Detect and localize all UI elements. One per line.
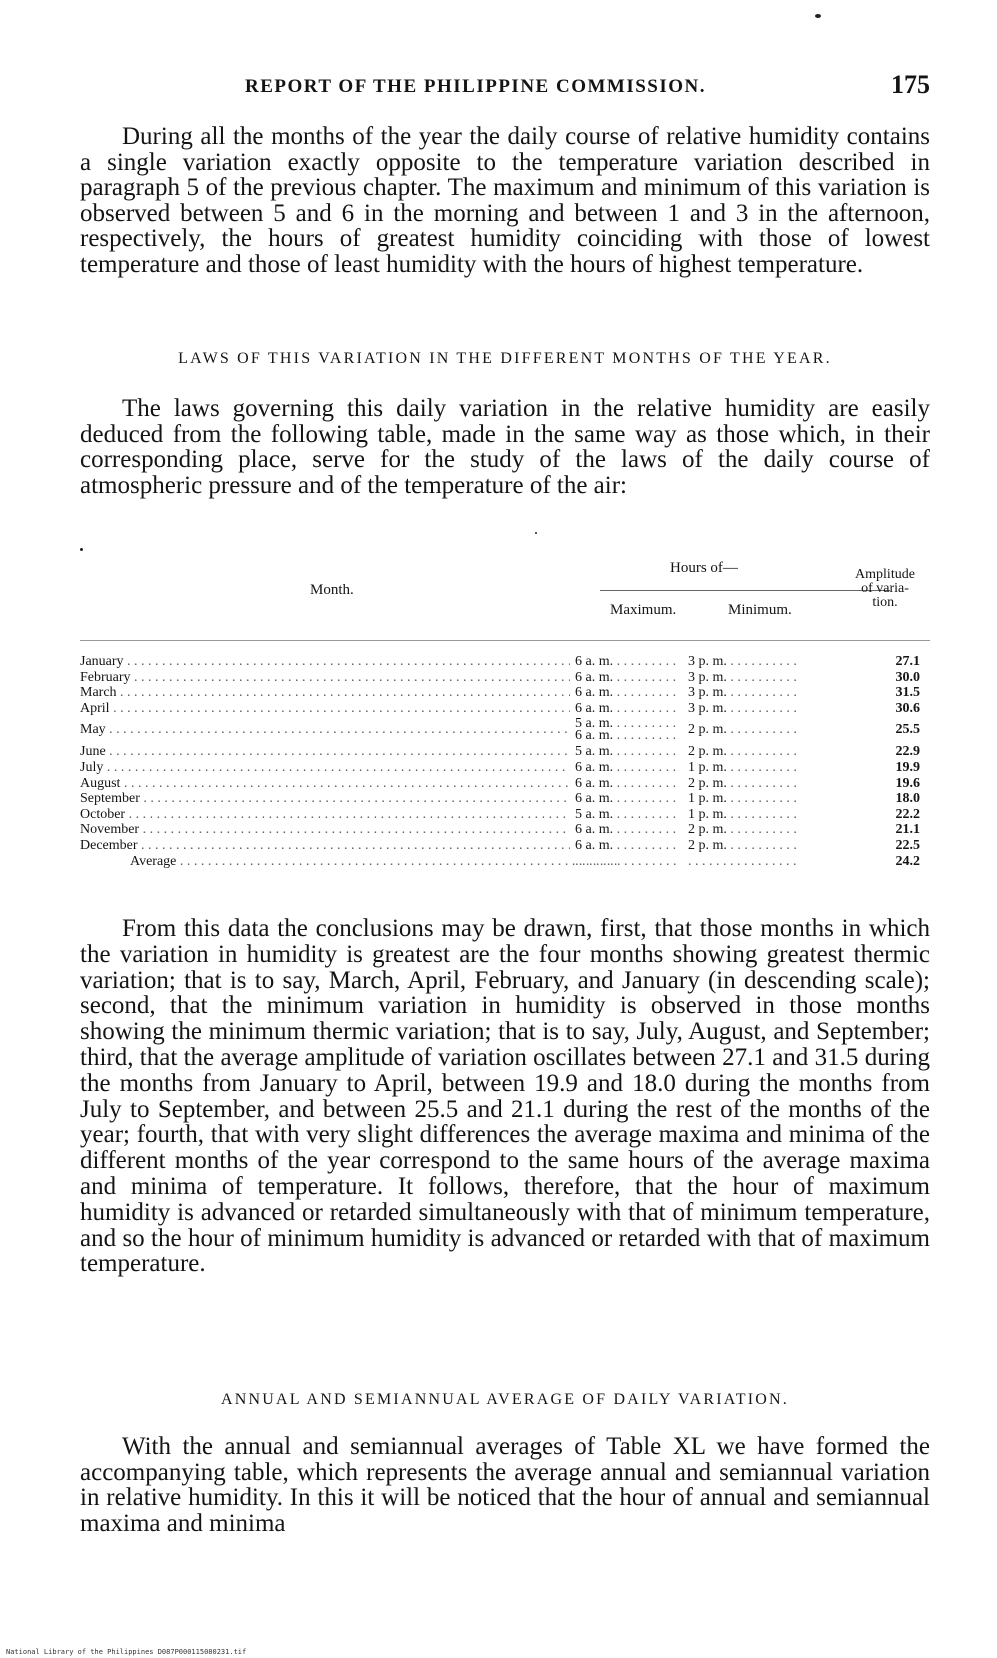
cell-month: September . . . bbox=[80, 791, 570, 807]
cell-minimum: 2 p. m. . . . bbox=[688, 744, 798, 760]
cell-amplitude: 22.5 bbox=[895, 837, 920, 853]
table-row bbox=[80, 822, 930, 838]
column-header-minimum: Minimum. bbox=[728, 602, 792, 618]
cell-amplitude: 19.9 bbox=[895, 759, 920, 775]
paragraph-humidity-course: During all the months of the year the daily course of relative humidity contains a single variation exactly opposite to the temperature variation described in paragraph 5 of the previous chapter. The maximum and minimum of this variation is observed between 5 and 6 in the morning and between 1 and 3 in the afternoon, respectively, the hours of greatest humidity coinciding with those of lowest temperature and those of least humidity with the hours of highest temperature. bbox=[80, 123, 930, 278]
column-header-maximum: Maximum. bbox=[610, 602, 677, 618]
cell-amplitude: 18.0 bbox=[895, 791, 920, 807]
cell-amplitude: 19.6 bbox=[895, 775, 920, 791]
page-header bbox=[80, 70, 930, 100]
cell-maximum bbox=[575, 854, 680, 870]
cell-minimum: 2 p. m. . . . bbox=[688, 822, 798, 838]
cell-maximum: 6 a. m. . . . bbox=[575, 776, 680, 792]
cell-amplitude: 21.1 bbox=[895, 822, 920, 838]
cell-minimum bbox=[688, 854, 798, 870]
cell-month: June . . . bbox=[80, 744, 570, 760]
cell-maximum: 6 a. m. . . . bbox=[575, 791, 680, 807]
cell-minimum: 1 p. m. . . . bbox=[688, 760, 798, 776]
cell-amplitude: 27.1 bbox=[895, 654, 920, 669]
table-row bbox=[80, 716, 930, 744]
table-row bbox=[80, 701, 930, 717]
cell-amplitude: 25.5 bbox=[895, 722, 920, 738]
cell-maximum: 6 a. m. . . . bbox=[575, 685, 680, 701]
cell-amplitude: 31.5 bbox=[895, 685, 920, 701]
cell-maximum bbox=[575, 716, 680, 742]
cell-maximum-first: 5 a. m. . . . bbox=[575, 718, 680, 730]
page-number: 175 bbox=[891, 70, 930, 99]
cell-minimum: 1 p. m. . . . bbox=[688, 807, 798, 823]
table-row bbox=[80, 670, 930, 686]
cell-month: January . . . bbox=[80, 654, 570, 670]
table-body bbox=[80, 654, 930, 869]
cell-minimum: 3 p. m. . . . bbox=[688, 670, 798, 686]
table-row bbox=[80, 744, 930, 760]
column-header-month: Month. bbox=[310, 582, 354, 598]
cell-month: July . . . bbox=[80, 760, 570, 776]
cell-month: March . . . bbox=[80, 685, 570, 701]
cell-month: December . . . bbox=[80, 838, 570, 854]
table-row bbox=[80, 807, 930, 823]
cell-minimum: 1 p. m. . . . bbox=[688, 791, 798, 807]
column-header-amplitude bbox=[840, 568, 930, 610]
cell-month: May . . . bbox=[80, 716, 570, 744]
cell-month: November . . . bbox=[80, 822, 570, 838]
cell-amplitude: 24.2 bbox=[895, 853, 920, 869]
cell-month: August . . . bbox=[80, 776, 570, 792]
cell-minimum: 3 p. m. . . . bbox=[688, 701, 798, 717]
cell-month: February . . . bbox=[80, 670, 570, 686]
cell-month: April . . . bbox=[80, 701, 570, 717]
cell-maximum: 5 a. m. . . . bbox=[575, 744, 680, 760]
cell-amplitude: 22.9 bbox=[895, 744, 920, 760]
cell-month: Average . . . bbox=[80, 854, 620, 870]
table-row bbox=[80, 760, 930, 776]
humidity-table bbox=[80, 560, 930, 880]
cell-minimum: 2 p. m. . . . bbox=[688, 838, 798, 854]
cell-month: October . . . bbox=[80, 807, 570, 823]
table-row bbox=[80, 791, 930, 807]
cell-minimum: 3 p. m. . . . bbox=[688, 654, 798, 670]
cell-maximum: 6 a. m. . . . bbox=[575, 670, 680, 686]
cell-maximum: 6 a. m. . . . bbox=[575, 701, 680, 717]
paragraph-annual-average: With the annual and semiannual averages of Table XL we have formed the accompanying table, which represents the average annual and semiannual variation in relative humidity. In this it will be noticed that the hour of annual and semiannual maxima and minima bbox=[80, 1433, 930, 1537]
scan-speck bbox=[815, 14, 821, 18]
cell-maximum: 5 a. m. . . . bbox=[575, 807, 680, 823]
scan-speck bbox=[80, 548, 83, 551]
amplitude-header-line-2: of varia- bbox=[861, 581, 909, 596]
table-row bbox=[80, 776, 930, 792]
amplitude-header-line-3: tion. bbox=[872, 595, 898, 610]
section-heading-laws: LAWS OF THIS VARIATION IN THE DIFFERENT MONTHS OF THE YEAR. bbox=[178, 350, 832, 367]
section-heading-annual: ANNUAL AND SEMIANNUAL AVERAGE OF DAILY VARIATION. bbox=[221, 1391, 789, 1408]
table-row bbox=[80, 838, 930, 854]
cell-maximum-second: 6 a. m. . . . bbox=[575, 730, 680, 742]
table-row bbox=[80, 654, 930, 670]
running-title: REPORT OF THE PHILIPPINE COMMISSION. bbox=[245, 76, 707, 97]
column-header-hours-of: Hours of— bbox=[670, 560, 738, 576]
table-row bbox=[80, 685, 930, 701]
cell-maximum: 6 a. m. . . . bbox=[575, 760, 680, 776]
paragraph-laws-intro: The laws governing this daily variation in the relative humidity are easily deduced from the following table, made in the same way as those which, in their corresponding place, serve for the study of the laws of the daily course of atmospheric pressure and of the temperature of the air: bbox=[80, 395, 930, 499]
paragraph-conclusions: From this data the conclusions may be drawn, first, that those months in which the variation in humidity is greatest are the four months showing greatest thermic variation; that is to say, March, April, February, and January (in descending scale); second, that the minimum variation in humidity is observed in those months showing the minimum thermic variation; that is to say, July, August, and September; third, that the average amplitude of variation oscillates between 27.1 and 31.5 during the months from January to April, between 19.9 and 18.0 during the months from July to September, and between 25.5 and 21.1 during the rest of the months of the year; fourth, that with very slight differences the average maxima and minima of the different months of the year correspond to the same hours of the average maxima and minima of temperature. It follows, therefore, that the hour of maximum humidity is advanced or retarded simultaneously with that of minimum temperature, and so the hour of minimum humidity is advanced or retarded with that of maximum temperature. bbox=[80, 915, 930, 1278]
cell-maximum: 6 a. m. . . . bbox=[575, 654, 680, 670]
scan-speck bbox=[535, 532, 537, 534]
cell-amplitude: 30.6 bbox=[895, 700, 920, 716]
scan-footer: National Library of the Philippines D087P000115080231.tif bbox=[6, 1648, 247, 1656]
table-header-rule bbox=[80, 640, 930, 641]
cell-amplitude: 22.2 bbox=[895, 806, 920, 822]
cell-minimum: 2 p. m. . . . bbox=[688, 716, 798, 744]
cell-amplitude: 30.0 bbox=[895, 669, 920, 685]
amplitude-header-line-1: Amplitude bbox=[855, 567, 915, 582]
table-row-average bbox=[80, 854, 930, 870]
cell-minimum: 2 p. m. . . . bbox=[688, 776, 798, 792]
cell-maximum: 6 a. m. . . . bbox=[575, 822, 680, 838]
cell-minimum: 3 p. m. . . . bbox=[688, 685, 798, 701]
cell-maximum: 6 a. m. . . . bbox=[575, 838, 680, 854]
